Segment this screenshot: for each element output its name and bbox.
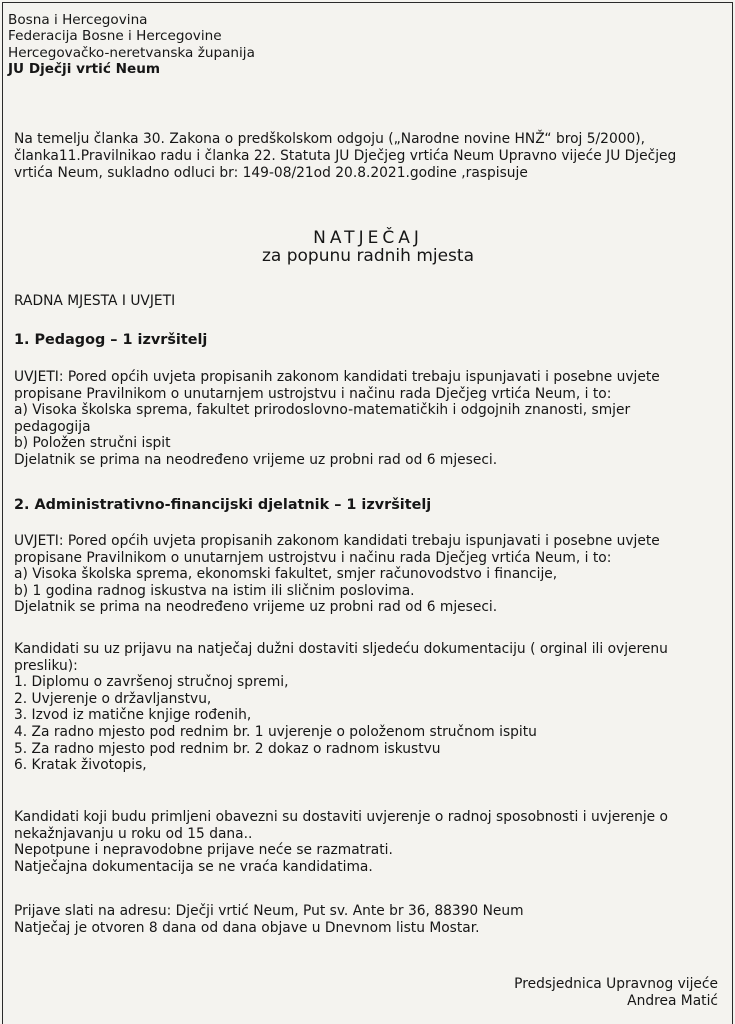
position1-title: 1. Pedagog – 1 izvršitelj	[14, 332, 208, 348]
condition-line: propisane Pravilnikom o unutarnjem ustrojstvu i načinu rada Dječjeg vrtića Neum, i to:	[14, 385, 612, 402]
condition-line: UVJETI: Pored općih uvjeta propisanih zakonom kandidati trebaju ispunjavati i posebne uvjete	[14, 369, 660, 385]
condition-line: a) Visoka školska sprema, ekonomski fakultet, smjer računovodstvo i financije,	[14, 566, 558, 583]
address-line: Prijave slati na adresu: Dječji vrtić Neum, Put sv. Ante br 36, 88390 Neum	[14, 903, 524, 919]
address-line: Natječaj je otvoren 8 dana od dana objave u Dnevnom listu Mostar.	[14, 919, 480, 936]
notes-line: Nepotpune i nepravodobne prijave neće se razmatrati.	[14, 842, 393, 859]
header-federation: Federacija Bosne i Hercegovine	[8, 28, 222, 45]
notes-paragraph	[14, 809, 726, 875]
document-subtitle: za popunu radnih mjesta	[261, 246, 474, 267]
documents-line: 4. Za radno mjesto pod rednim br. 1 uvjerenje o položenom stručnom ispitu	[14, 723, 537, 740]
position2-title: 2. Administrativno-financijski djelatnik – 1 izvršitelj	[14, 497, 432, 513]
signature-role: Predsjednica Upravnog vijeće	[514, 976, 718, 992]
signature-name: Andrea Matić	[627, 993, 718, 1009]
documents-line: 1. Diplomu o završenoj stručnoj spremi,	[14, 674, 289, 691]
condition-line: propisane Pravilnikom o unutarnjem ustrojstvu i načinu rada Dječjeg vrtića Neum, i to:	[14, 549, 612, 566]
signature-block	[514, 976, 718, 1010]
position1-conditions	[14, 369, 726, 469]
address-paragraph	[14, 903, 726, 936]
notes-line: Kandidati koji budu primljeni obavezni su dostaviti uvjerenje o radnoj sposobnosti i uvjerenje o	[14, 809, 668, 825]
documents-line: 3. Izvod iz matične knjige rođenih,	[14, 707, 252, 724]
header-country: Bosna i Hercegovina	[8, 12, 148, 28]
notes-line: nekažnjavanju u roku od 15 dana..	[14, 825, 253, 842]
document	[8, 12, 728, 1009]
title-block	[8, 230, 728, 265]
header-institution: JU Dječji vrtić Neum	[8, 61, 161, 78]
position2-conditions	[14, 533, 726, 616]
intro-line: članka11.Pravilnikao radu i članka 22. Statuta JU Dječjeg vrtića Neum Upravno vijeće JU Dječjeg	[14, 148, 677, 164]
condition-line: a) Visoka školska sprema, fakultet prirodoslovno-matematičkih i odgojnih znanosti, smjer	[14, 402, 631, 419]
condition-line: UVJETI: Pored općih uvjeta propisanih zakonom kandidati trebaju ispunjavati i posebne uvjete	[14, 533, 660, 549]
documents-line: 5. Za radno mjesto pod rednim br. 2 dokaz o radnom iskustvu	[14, 740, 441, 757]
positions-heading: RADNA MJESTA I UVJETI	[14, 293, 176, 309]
header-canton: Hercegovačko-neretvanska županija	[8, 44, 255, 61]
condition-line: b) Položen stručni ispit	[14, 435, 171, 452]
letterhead	[8, 12, 728, 78]
condition-line: pedagogija	[14, 418, 91, 435]
intro-line: Na temelju članka 30. Zakona o predškolskom odgoju („Narodne novine HNŽ“ broj 5/2000),	[14, 131, 646, 147]
condition-line: b) 1 godina radnog iskustva na istim ili sličnim poslovima.	[14, 582, 415, 599]
condition-line: Djelatnik se prima na neodređeno vrijeme uz probni rad od 6 mjeseci.	[14, 451, 498, 468]
required-documents	[14, 641, 726, 774]
condition-line: Djelatnik se prima na neodređeno vrijeme uz probni rad od 6 mjeseci.	[14, 599, 498, 616]
documents-line: 6. Kratak životopis,	[14, 757, 147, 774]
document-title: NATJEČAJ	[313, 228, 423, 248]
documents-line: presliku):	[14, 657, 78, 674]
notes-line: Natječajna dokumentacija se ne vraća kandidatima.	[14, 858, 373, 875]
intro-paragraph	[14, 131, 726, 182]
documents-line: 2. Uvjerenje o državljanstvu,	[14, 690, 212, 707]
documents-line: Kandidati su uz prijavu na natječaj dužni dostaviti sljedeću dokumentaciju ( orginal ili ovjerenu	[14, 641, 668, 657]
intro-line: vrtića Neum, sukladno odluci br: 149-08/21od 20.8.2021.godine ,raspisuje	[14, 165, 528, 181]
